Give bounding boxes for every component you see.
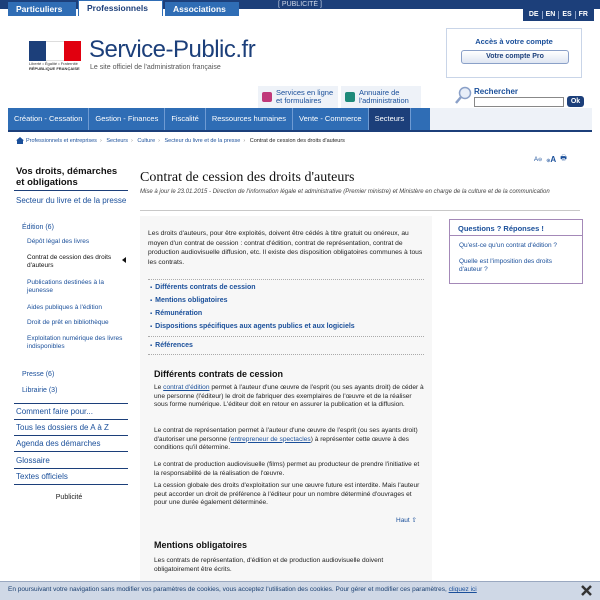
sidebar-item-exploitation-numerique[interactable]: Exploitation numérique des livres indisponibles bbox=[27, 335, 123, 350]
sidebar-presse-link[interactable]: Presse (6) bbox=[22, 371, 55, 378]
link-entrepreneur-spectacles[interactable]: entrepreneur de spectacles bbox=[230, 435, 311, 443]
breadcrumb: Professionnels et entreprises › Secteurs › Culture › Secteur du livre et de la presse › Contrat de cession des droits d'auteurs bbox=[26, 138, 345, 144]
directory-link[interactable]: Annuaire de l'administration bbox=[341, 86, 421, 108]
section-heading-mentions: Mentions obligatoires bbox=[154, 540, 248, 550]
forms-icon bbox=[262, 92, 272, 102]
sidebar-item-aides-publiques[interactable]: Aides publiques à l'édition bbox=[27, 304, 102, 311]
breadcrumb-current: Contrat de cession des droits d'auteurs bbox=[249, 138, 345, 144]
toc-divider bbox=[148, 354, 424, 355]
qr-title: Questions ? Réponses ! bbox=[458, 224, 544, 233]
toc-link-remuneration[interactable]: ▪ Rémunération bbox=[150, 310, 202, 317]
account-pro-button[interactable]: Votre compte Pro bbox=[461, 50, 569, 64]
increase-text-button[interactable]: ⊕A bbox=[546, 155, 557, 164]
sidebar-item-contrat-cession[interactable]: Contrat de cession des droits d'auteurs bbox=[27, 254, 112, 269]
site-name[interactable]: Service-Public.fr bbox=[89, 36, 256, 63]
sidebar bbox=[8, 158, 130, 501]
directory-icon bbox=[345, 92, 355, 102]
sidebar-link-comment-faire[interactable]: Comment faire pour... bbox=[16, 407, 93, 416]
close-icon[interactable] bbox=[580, 584, 593, 597]
subnav-creation[interactable]: Création - Cessation bbox=[8, 108, 89, 130]
advertising-label: [ PUBLICITÉ ] bbox=[278, 1, 322, 8]
toc-link-dispositions[interactable]: ▪ Dispositions spécifiques aux agents publics et aux logiciels bbox=[150, 323, 355, 330]
paragraph: La cession globale des droits d'exploitation sur une œuvre future est interdite. Mais l'auteur peut accorder un droit de préférence à l'éditeur pour un nombre déterminé d'ouvrages et pour une durée également déterminée. bbox=[154, 482, 420, 506]
breadcrumb-item[interactable]: Culture bbox=[137, 138, 156, 144]
sidebar-librairie-link[interactable]: Librairie (3) bbox=[22, 387, 58, 394]
subnav-gestion[interactable]: Gestion - Finances bbox=[89, 108, 165, 130]
search-ok-button[interactable]: Ok bbox=[567, 96, 584, 107]
marianne-logo[interactable] bbox=[29, 41, 81, 61]
logo-legend: Liberté • Égalité • Fraternité RÉPUBLIQUE FRANÇAISE bbox=[29, 61, 80, 71]
tab-associations[interactable]: Associations bbox=[165, 2, 239, 16]
sidebar-title: Vos droits, démarches et obligations bbox=[16, 166, 118, 188]
sidebar-divider bbox=[14, 419, 128, 420]
paragraph: Le contrat de représentation permet à l'auteur d'une œuvre de l'esprit (ou ses ayants droit) d'autoriser une personne (entrepreneur de spectacles) à représenter cette œuvre à des conditions qu'il détermine. bbox=[154, 427, 418, 451]
subnav-rh[interactable]: Ressources humaines bbox=[206, 108, 293, 130]
meta-divider bbox=[140, 210, 580, 211]
account-title[interactable]: Accès à votre compte bbox=[475, 37, 553, 46]
sidebar-divider bbox=[14, 190, 128, 191]
language-switcher bbox=[523, 9, 594, 21]
toc-link-references[interactable]: ▪ Références bbox=[150, 342, 193, 349]
tab-particuliers[interactable]: Particuliers bbox=[8, 2, 76, 16]
sidebar-divider bbox=[14, 435, 128, 436]
subnav-vente[interactable]: Vente - Commerce bbox=[293, 108, 369, 130]
sidebar-divider bbox=[14, 451, 128, 452]
qr-link-imposition[interactable]: Quelle est l'imposition des droits d'auteur ? bbox=[459, 258, 553, 273]
cookie-settings-link[interactable]: cliquez ici bbox=[448, 586, 477, 593]
sidebar-link-dossiers[interactable]: Tous les dossiers de A à Z bbox=[16, 423, 109, 432]
intro-text: Les droits d'auteurs, pour être exploités, doivent être cédés à titre gratuit ou onéreux, au moyen d'un contrat de cession : contrat d'édition, contrat de représentation, contrat de production audiovisuelle diffusion, etc. Il existe des disposition obligatoires communes à tous les contrats. bbox=[148, 230, 423, 266]
sidebar-item-droit-pret[interactable]: Droit de prêt en bibliothèque bbox=[27, 319, 109, 326]
sidebar-item-publications-jeunesse[interactable]: Publications destinées à la jeunesse bbox=[27, 279, 104, 294]
page-tools bbox=[534, 154, 567, 165]
sub-navigation bbox=[8, 108, 430, 130]
online-services-link[interactable]: Services en ligne et formulaires bbox=[258, 86, 338, 108]
lang-de[interactable]: DE bbox=[528, 11, 539, 18]
section-heading-contrats: Différents contrats de cession bbox=[154, 369, 284, 379]
sidebar-divider bbox=[14, 484, 128, 485]
update-meta: Mise à jour le 23.01.2015 - Direction de l'information légale et administrative (Premier ministre) et Ministère en charge de la culture et de la communication bbox=[140, 189, 550, 195]
decrease-text-button[interactable]: A⊖ bbox=[534, 157, 543, 163]
sidebar-link-textes[interactable]: Textes officiels bbox=[16, 472, 68, 481]
arrow-up-icon: ⇧ bbox=[411, 517, 417, 524]
subnav-filler bbox=[430, 108, 592, 130]
sidebar-sector-link[interactable]: Secteur du livre et de la presse bbox=[16, 196, 127, 205]
toc-divider bbox=[148, 279, 424, 280]
tab-professionnels[interactable]: Professionnels bbox=[78, 0, 163, 16]
toc-divider bbox=[148, 336, 424, 337]
subnav-fiscalite[interactable]: Fiscalité bbox=[165, 108, 206, 130]
link-contrat-edition[interactable]: contrat d'édition bbox=[163, 384, 210, 391]
paragraph: Le contrat d'édition permet à l'auteur d'une œuvre de l'esprit (ou ses ayants droit) de céder à une personne (l'éditeur) le droit de fabriquer des exemplaires de l'œuvre et de la réaliser sous forme numérique. L'éditeur doit en retour en assurer la publication et la diffusion. bbox=[154, 384, 424, 408]
sidebar-advertising-label: Publicité bbox=[55, 494, 83, 501]
sidebar-item-depot-legal[interactable]: Dépôt légal des livres bbox=[27, 238, 90, 245]
header-divider bbox=[8, 130, 592, 132]
search-icon bbox=[454, 85, 474, 105]
site-tagline: Le site officiel de l'administration française bbox=[90, 64, 221, 71]
breadcrumb-item[interactable]: Secteurs bbox=[106, 138, 129, 144]
print-icon[interactable]: 🖶 bbox=[560, 155, 567, 162]
cookie-banner bbox=[0, 581, 600, 600]
questions-reponses-box bbox=[449, 219, 583, 284]
lang-fr[interactable]: FR bbox=[575, 11, 591, 19]
current-item-arrow-icon bbox=[122, 257, 126, 263]
breadcrumb-item[interactable]: Secteur du livre et de la presse bbox=[164, 138, 241, 144]
lang-en[interactable]: EN bbox=[542, 11, 559, 19]
sidebar-divider bbox=[14, 403, 128, 404]
sidebar-divider bbox=[14, 468, 128, 469]
account-box bbox=[446, 28, 582, 78]
paragraph: Le contrat de production audiovisuelle (films) permet au producteur de prendre l'initiative et la responsabilité de la réalisation de l'œuvre. bbox=[154, 461, 420, 477]
search-label: Rechercher bbox=[474, 87, 519, 96]
sidebar-link-glossaire[interactable]: Glossaire bbox=[16, 456, 50, 465]
sidebar-edition-link[interactable]: Édition (6) bbox=[22, 224, 54, 231]
lang-es[interactable]: ES bbox=[558, 11, 574, 19]
home-icon[interactable] bbox=[16, 137, 24, 144]
paragraph: Les contrats de représentation, d'édition et de production audiovisuelle doivent obligatoirement être écrits. bbox=[154, 557, 384, 573]
cookie-text: En poursuivant votre navigation sans modifier vos paramètres de cookies, vous acceptez l'utilisation des cookies. Pour gérer et modifier ces paramètres, cliquez ici bbox=[8, 586, 477, 593]
qr-link-contrat-edition[interactable]: Qu'est-ce qu'un contrat d'édition ? bbox=[459, 242, 558, 249]
qr-divider bbox=[450, 235, 582, 236]
subnav-secteurs[interactable]: Secteurs bbox=[369, 108, 412, 130]
search-input[interactable] bbox=[474, 97, 564, 107]
page-title: Contrat de cession des droits d'auteurs bbox=[140, 170, 355, 185]
sidebar-link-agenda[interactable]: Agenda des démarches bbox=[16, 439, 101, 448]
breadcrumb-item[interactable]: Professionnels et entreprises bbox=[26, 138, 97, 144]
toc-link-mentions[interactable]: ▪ Mentions obligatoires bbox=[150, 297, 227, 304]
toc-link-contrats[interactable]: ▪ Différents contrats de cession bbox=[150, 284, 256, 291]
back-to-top-link[interactable]: Haut ⇧ bbox=[396, 517, 417, 524]
